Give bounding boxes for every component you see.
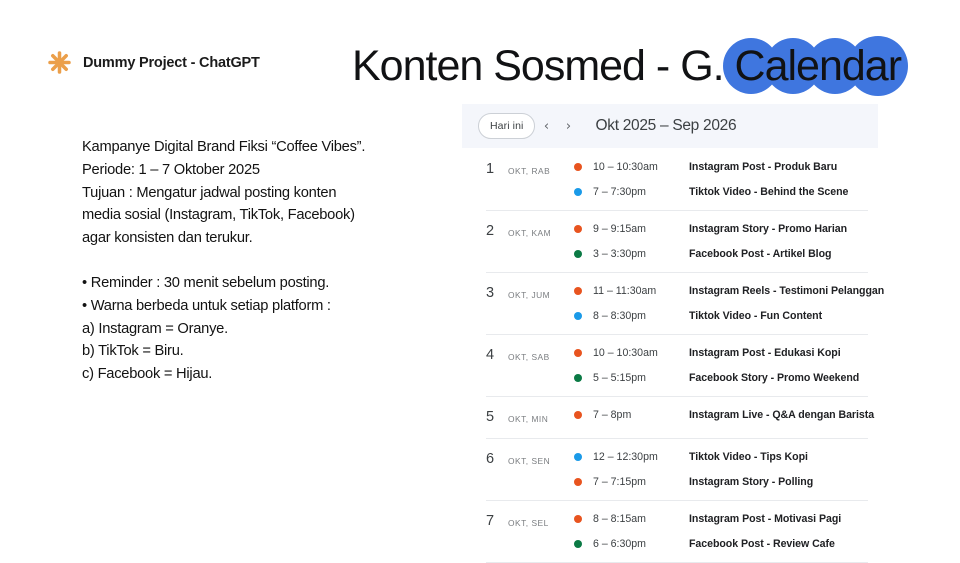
event-title: Instagram Reels - Testimoni Pelanggan — [689, 285, 885, 297]
event-title: Tiktok Video - Fun Content — [689, 310, 823, 322]
description-block — [82, 136, 412, 386]
event-title: Facebook Post - Artikel Blog — [689, 248, 832, 260]
event-time: 8 – 8:30pm — [593, 310, 647, 322]
copy-line: Tujuan : Mengatur jadwal posting konten — [82, 184, 337, 201]
event-list — [574, 222, 868, 261]
calendar-day-list — [462, 148, 885, 563]
asterisk-icon — [47, 50, 72, 75]
instagram-color-dot — [574, 349, 582, 357]
event-time: 6 – 6:30pm — [593, 538, 647, 550]
event-time: 7 – 8pm — [593, 409, 632, 421]
day-number: 5 — [486, 409, 495, 425]
event-title: Instagram Post - Motivasi Pagi — [689, 513, 842, 525]
event-time: 8 – 8:15am — [593, 513, 647, 525]
copy-line: media sosial (Instagram, TikTok, Facebook) — [82, 207, 355, 224]
calendar-event[interactable] — [574, 185, 868, 199]
event-title: Instagram Post - Edukasi Kopi — [689, 347, 841, 359]
day-label: OKT, KAM — [508, 228, 552, 238]
event-title: Instagram Story - Promo Harian — [689, 223, 848, 235]
day-label: OKT, RAB — [508, 166, 551, 176]
day-number: 4 — [486, 347, 495, 363]
slide-title-group — [350, 30, 930, 102]
calendar-event[interactable] — [574, 222, 868, 236]
calendar-day-row[interactable] — [486, 501, 868, 563]
copy-line: a) Instagram = Oranye. — [82, 320, 228, 337]
chevron-left-icon[interactable]: ‹ — [543, 118, 550, 134]
event-time: 11 – 11:30am — [593, 285, 657, 297]
copy-line: Kampanye Digital Brand Fiksi “Coffee Vibes”. — [82, 139, 366, 155]
calendar-event[interactable] — [574, 247, 868, 261]
calendar-event[interactable] — [574, 284, 884, 298]
event-time: 10 – 10:30am — [593, 161, 658, 173]
facebook-color-dot — [574, 374, 582, 382]
calendar-day-row[interactable] — [486, 439, 868, 501]
event-list — [574, 408, 874, 422]
calendar-day-row[interactable] — [486, 211, 868, 273]
brand-name: Dummy Project - ChatGPT — [83, 54, 260, 71]
event-title: Facebook Story - Promo Weekend — [689, 372, 860, 384]
calendar-event[interactable] — [574, 537, 868, 551]
day-number: 7 — [486, 513, 495, 529]
page-title: Konten Sosmed - G. Calendar — [352, 41, 902, 90]
event-time: 10 – 10:30am — [593, 347, 658, 359]
copy-line: Periode: 1 – 7 Oktober 2025 — [82, 161, 260, 178]
event-title: Instagram Post - Produk Baru — [689, 161, 838, 173]
instagram-color-dot — [574, 225, 582, 233]
event-time: 7 – 7:15pm — [593, 476, 647, 488]
copy-line: • Reminder : 30 menit sebelum posting. — [82, 274, 330, 291]
tiktok-color-dot — [574, 453, 582, 461]
calendar-date-range: Okt 2025 – Sep 2026 — [595, 117, 737, 134]
tiktok-color-dot — [574, 312, 582, 320]
facebook-color-dot — [574, 540, 582, 548]
day-label: OKT, MIN — [508, 414, 549, 424]
copy-line: c) Facebook = Hijau. — [82, 366, 213, 383]
facebook-color-dot — [574, 250, 582, 258]
day-number: 1 — [486, 161, 495, 177]
calendar-event[interactable] — [574, 450, 868, 464]
copy-line: agar konsisten dan terukur. — [82, 230, 253, 247]
brand-lockup — [47, 50, 260, 75]
event-list — [574, 512, 868, 551]
day-label: OKT, SEL — [508, 518, 549, 528]
copy-line: • Warna berbeda untuk setiap platform : — [82, 297, 331, 314]
calendar-day-row[interactable] — [486, 335, 868, 397]
event-list — [574, 284, 884, 323]
calendar-event[interactable] — [574, 475, 868, 489]
instagram-color-dot — [574, 478, 582, 486]
calendar-event[interactable] — [574, 309, 884, 323]
calendar-day-row[interactable] — [486, 148, 868, 211]
instagram-color-dot — [574, 287, 582, 295]
day-label: OKT, SEN — [508, 456, 551, 466]
calendar-toolbar — [462, 104, 878, 148]
calendar-event[interactable] — [574, 408, 874, 422]
event-time: 7 – 7:30pm — [593, 186, 647, 198]
event-title: Facebook Post - Review Cafe — [689, 538, 835, 550]
event-time: 12 – 12:30pm — [593, 451, 658, 463]
calendar-event[interactable] — [574, 346, 868, 360]
instagram-color-dot — [574, 163, 582, 171]
calendar-event[interactable] — [574, 512, 868, 526]
instagram-color-dot — [574, 515, 582, 523]
event-time: 9 – 9:15am — [593, 223, 647, 235]
calendar-panel — [462, 104, 885, 550]
calendar-day-row[interactable] — [486, 273, 885, 335]
calendar-event[interactable] — [574, 160, 868, 174]
event-list — [574, 346, 868, 385]
today-button[interactable]: Hari ini — [478, 113, 535, 139]
day-number: 6 — [486, 451, 495, 467]
day-number: 2 — [486, 223, 495, 239]
copy-line: b) TikTok = Biru. — [82, 343, 184, 360]
day-number: 3 — [486, 285, 495, 301]
paragraph-spacer — [82, 250, 412, 272]
day-label: OKT, JUM — [508, 290, 551, 300]
event-title: Instagram Live - Q&A dengan Barista — [689, 409, 875, 421]
calendar-event[interactable] — [574, 371, 868, 385]
event-time: 3 – 3:30pm — [593, 248, 647, 260]
event-list — [574, 450, 868, 489]
event-title: Tiktok Video - Tips Kopi — [689, 451, 808, 463]
chevron-right-icon[interactable]: › — [565, 118, 572, 134]
event-list — [574, 160, 868, 199]
day-label: OKT, SAB — [508, 352, 550, 362]
tiktok-color-dot — [574, 188, 582, 196]
event-time: 5 – 5:15pm — [593, 372, 647, 384]
calendar-day-row[interactable] — [486, 397, 875, 439]
instagram-color-dot — [574, 411, 582, 419]
event-title: Instagram Story - Polling — [689, 476, 814, 488]
event-title: Tiktok Video - Behind the Scene — [689, 186, 849, 198]
